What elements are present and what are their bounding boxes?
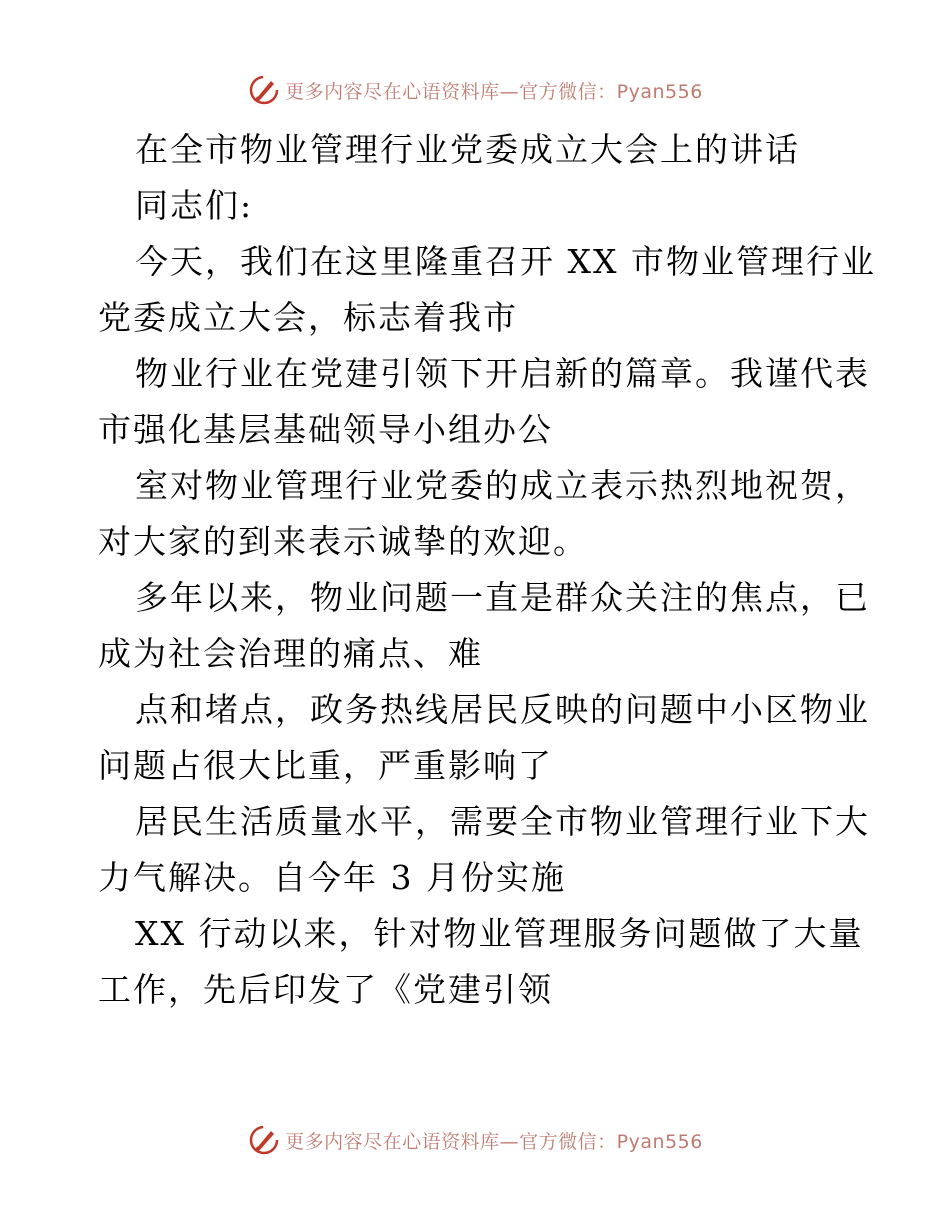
watermark-text: 更多内容尽在心语资料库—官方微信：Pyan556 <box>285 80 703 103</box>
text-line: 点和堵点，政务热线居民反映的问题中小区物业 <box>135 690 870 729</box>
text-line: 力气解决。自今年 3 月份实施 <box>98 858 566 897</box>
text-line: 同志们: <box>135 186 254 225</box>
watermark-text: 更多内容尽在心语资料库—官方微信：Pyan556 <box>285 1130 703 1153</box>
text-line: XX 行动以来，针对物业管理服务问题做了大量 <box>135 914 864 953</box>
document-body <box>98 122 876 1018</box>
text-line: 今天，我们在这里隆重召开 XX 市物业管理行业 <box>135 242 876 281</box>
text-line: 问题占很大比重，严重影响了 <box>98 746 553 785</box>
text-line: 党委成立大会，标志着我市 <box>98 298 518 337</box>
text-line: 市强化基层基础领导小组办公 <box>98 410 553 449</box>
feather-pen-swirl-icon <box>247 73 281 107</box>
text-line: 居民生活质量水平，需要全市物业管理行业下大 <box>135 802 870 841</box>
watermark-banner-top <box>0 70 950 110</box>
text-line: 室对物业管理行业党委的成立表示热烈地祝贺， <box>135 466 870 505</box>
text-line: 对大家的到来表示诚挚的欢迎。 <box>98 522 588 561</box>
text-line: 在全市物业管理行业党委成立大会上的讲话 <box>135 130 800 169</box>
text-line: 多年以来，物业问题一直是群众关注的焦点，已 <box>135 578 870 617</box>
watermark-banner-bottom <box>0 1120 950 1160</box>
text-line: 成为社会治理的痛点、难 <box>98 634 483 673</box>
text-line: 物业行业在党建引领下开启新的篇章。我谨代表 <box>135 354 870 393</box>
text-line: 工作，先后印发了《党建引领 <box>98 970 553 1009</box>
feather-pen-swirl-icon <box>247 1123 281 1157</box>
